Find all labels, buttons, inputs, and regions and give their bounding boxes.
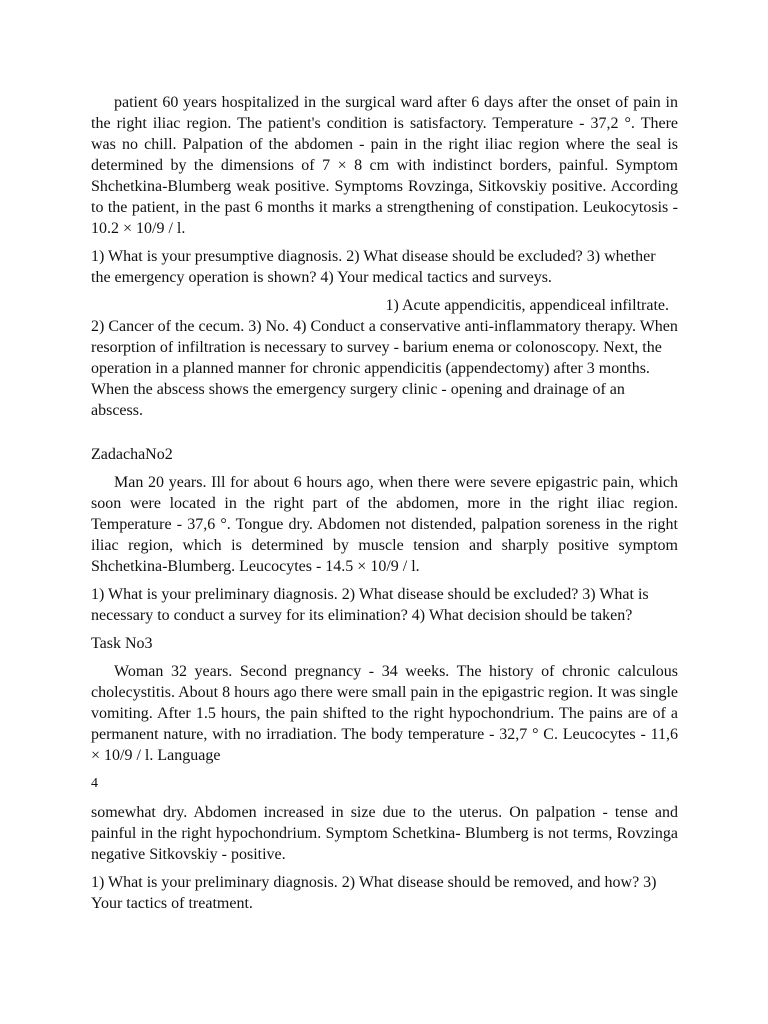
task2-questions: 1) What is your preliminary diagnosis. 2) What disease should be excluded? 3) What is necessary to conduct a survey for its elimination? 4) What decision should be taken? xyxy=(91,586,649,624)
document-page xyxy=(91,92,678,914)
task3-condition-part2: somewhat dry. Abdomen increased in size due to the uterus. On palpation - tense and painful in the right hypochondrium. Symptom Schetkina- Blumberg is not terms, Rovzinga negative Sitkovskiy - positive. xyxy=(91,804,678,863)
task1-condition: patient 60 years hospitalized in the surgical ward after 6 days after the onset of pain in the right iliac region. The patient's condition is satisfactory. Temperature - 37,2 °. There was no chill. Palpation of the abdomen - pain in the right iliac region where the seal is determined by the dimensions of 7 × 8 cm with indistinct borders, painful. Symptom Shchetkina-Blumberg weak positive. Symptoms Rovzinga, Sitkovskiy positive. According to the patient, in the past 6 months it marks a strengthening of constipation. Leukocytosis - 10.2 × 10/9 / l. xyxy=(91,94,678,237)
task2-condition: Man 20 years. Ill for about 6 hours ago, when there were severe epigastric pain, which soon were located in the right part of the abdomen, more in the right iliac region. Temperature - 37,6 °. Tongue dry. Abdomen not distended, palpation soreness in the right iliac region, which is determined by muscle tension and sharply positive symptom Shchetkina-Blumberg. Leucocytes - 14.5 × 10/9 / l. xyxy=(91,474,678,575)
task1-answer xyxy=(91,295,678,421)
task3-questions: 1) What is your preliminary diagnosis. 2) What disease should be removed, and how? 3) Your tactics of treatment. xyxy=(91,874,657,912)
task1-answer-lead: 1) Acute appendicitis, appendiceal infiltrate. xyxy=(385,297,669,314)
page-number: 4 xyxy=(91,776,98,791)
task2-title: ZadachaNo2 xyxy=(91,446,173,463)
task1-answer-rest: 2) Cancer of the cecum. 3) No. 4) Conduct a conservative anti-inflammatory therapy. When resorption of infiltration is necessary to survey - barium enema or colonoscopy. Next, the operation in a planned manner for chronic appendicitis (appendectomy) after 3 months. When the abscess shows the emergency surgery clinic - opening and drainage of an abscess. xyxy=(91,318,678,419)
task3-title: Task No3 xyxy=(91,635,153,652)
task3-condition-part1: Woman 32 years. Second pregnancy - 34 weeks. The history of chronic calculous cholecystitis. About 8 hours ago there were small pain in the epigastric region. It was single vomiting. After 1.5 hours, the pain shifted to the right hypochondrium. The pains are of a permanent nature, with no irradiation. The body temperature - 32,7 ° C. Leucocytes - 11,6 × 10/9 / l. Language xyxy=(91,663,678,764)
task1-questions: 1) What is your presumptive diagnosis. 2) What disease should be excluded? 3) whether the emergency operation is shown? 4) Your medical tactics and surveys. xyxy=(91,248,656,286)
